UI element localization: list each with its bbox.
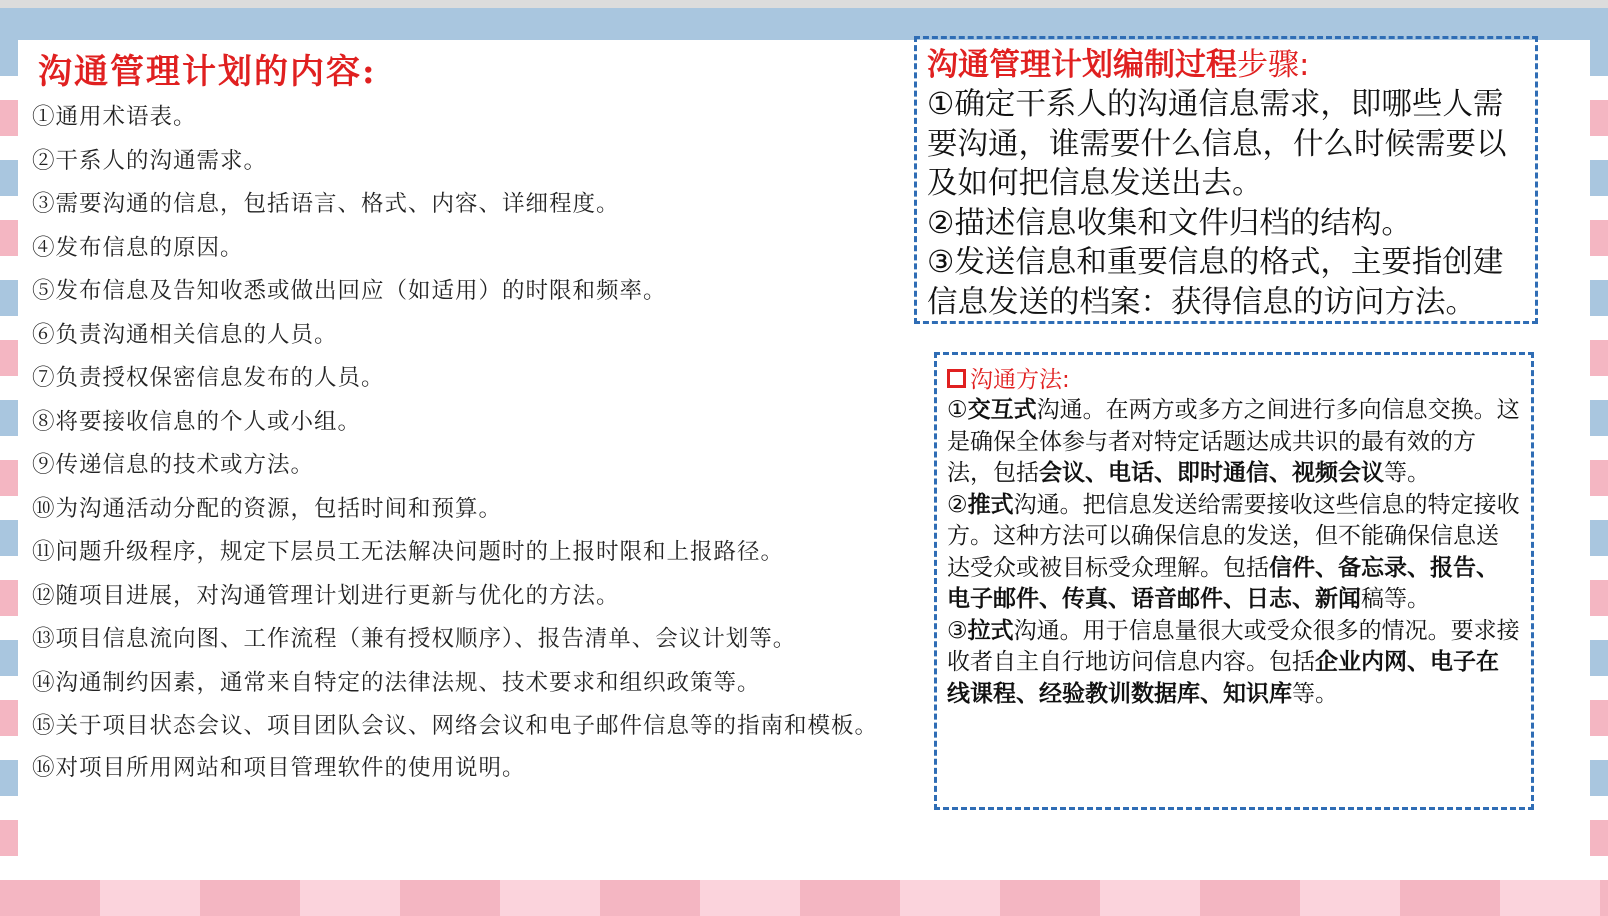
method-name: 拉式 — [967, 617, 1014, 644]
frame-bottom-border — [0, 880, 1608, 916]
list-item: ⑨传递信息的技术或方法。 — [32, 452, 315, 478]
plan-contents-title: 沟通管理计划的内容: — [38, 52, 377, 92]
process-step: ③发送信息和重要信息的格式，主要指创建信息发送的档案：获得信息的访问方法。 — [927, 245, 1504, 320]
list-item: ①通用术语表。 — [32, 104, 197, 130]
list-item: ④发布信息的原因。 — [32, 234, 244, 261]
method-number: ② — [947, 491, 968, 518]
method-interactive — [947, 395, 1521, 490]
frame-left-border — [0, 40, 18, 880]
method-pull — [947, 616, 1521, 711]
method-name: 推式 — [967, 491, 1014, 518]
methods-title — [947, 365, 1521, 395]
method-name: 交互式 — [967, 397, 1037, 423]
frame-right-border — [1590, 40, 1608, 880]
communication-methods-box — [934, 352, 1534, 810]
list-item: ⑬项目信息流向图、工作流程（兼有授权顺序）、报告清单、会议计划等。 — [32, 626, 797, 652]
methods-title-text: 沟通方法: — [970, 367, 1070, 393]
list-item: ⑭沟通制约因素，通常来自特定的法律法规、技术要求和组织政策等。 — [32, 669, 761, 696]
method-number: ③ — [947, 617, 968, 644]
list-item: ③需要沟通的信息，包括语言、格式、内容、详细程度。 — [32, 191, 620, 217]
process-step: ①确定干系人的沟通信息需求，即哪些人需要沟通，谁需要什么信息，什么时候需要以及如何把信息发送出去。 — [927, 87, 1507, 201]
frame-top-border — [0, 0, 1608, 40]
square-bullet-icon — [947, 369, 966, 388]
method-description: 沟通。在两方或多方之间进行多向信息交换。这是确保全体参与者对特定话题达成共识的最有效的方法，包括 — [947, 397, 1520, 486]
list-item: ⑪问题升级程序，规定下层员工无法解决问题时的上报时限和上报路径。 — [32, 539, 785, 565]
plan-contents-list — [32, 96, 962, 791]
list-item: ⑩为沟通活动分配的资源，包括时间和预算。 — [32, 495, 503, 522]
process-title-suffix: 步骤: — [1237, 47, 1310, 83]
list-item: ⑮关于项目状态会议、项目团队会议、网络会议和电子邮件信息等的指南和模板。 — [32, 713, 879, 739]
method-tail: 稿等。 — [1361, 586, 1430, 612]
method-number: ① — [947, 397, 968, 423]
list-item: ⑦负责授权保密信息发布的人员。 — [32, 365, 385, 391]
method-description: 沟通。把信息发送给需要接收这些信息的特定接收方。这种方法可以确保信息的发送，但不能确保信息送达受众或被目标受众理解。包括 — [947, 491, 1520, 581]
method-tail: 等。 — [1384, 460, 1430, 486]
list-item: ②干系人的沟通需求。 — [32, 147, 268, 174]
list-item: ⑤发布信息及告知收悉或做出回应（如适用）的时限和频率。 — [32, 278, 667, 304]
list-item: ⑯对项目所用网站和项目管理软件的使用说明。 — [32, 755, 526, 781]
process-steps-title — [927, 45, 1525, 85]
method-push — [947, 490, 1521, 616]
slide-content — [18, 40, 1590, 880]
list-item: ⑫随项目进展，对沟通管理计划进行更新与优化的方法。 — [32, 582, 620, 609]
process-step: ②描述信息收集和文件归档的结构。 — [927, 205, 1412, 241]
method-description: 沟通。用于信息量很大或受众很多的情况。要求接收者自主自行地访问信息内容。包括 — [947, 617, 1520, 675]
method-examples: 信件、备忘录、报告、电子邮件、传真、语音邮件、日志、新闻 — [947, 554, 1499, 612]
list-item: ⑥负责沟通相关信息的人员。 — [32, 321, 338, 348]
list-item: ⑧将要接收信息的个人或小组。 — [32, 408, 362, 435]
method-tail: 等。 — [1292, 680, 1338, 707]
process-steps-box — [914, 36, 1538, 324]
method-examples: 会议、电话、即时通信、视频会议 — [1039, 460, 1384, 486]
process-title-main: 沟通管理计划编制过程 — [927, 47, 1237, 83]
method-examples: 企业内网、电子在线课程、经验教训数据库、知识库 — [947, 649, 1499, 707]
